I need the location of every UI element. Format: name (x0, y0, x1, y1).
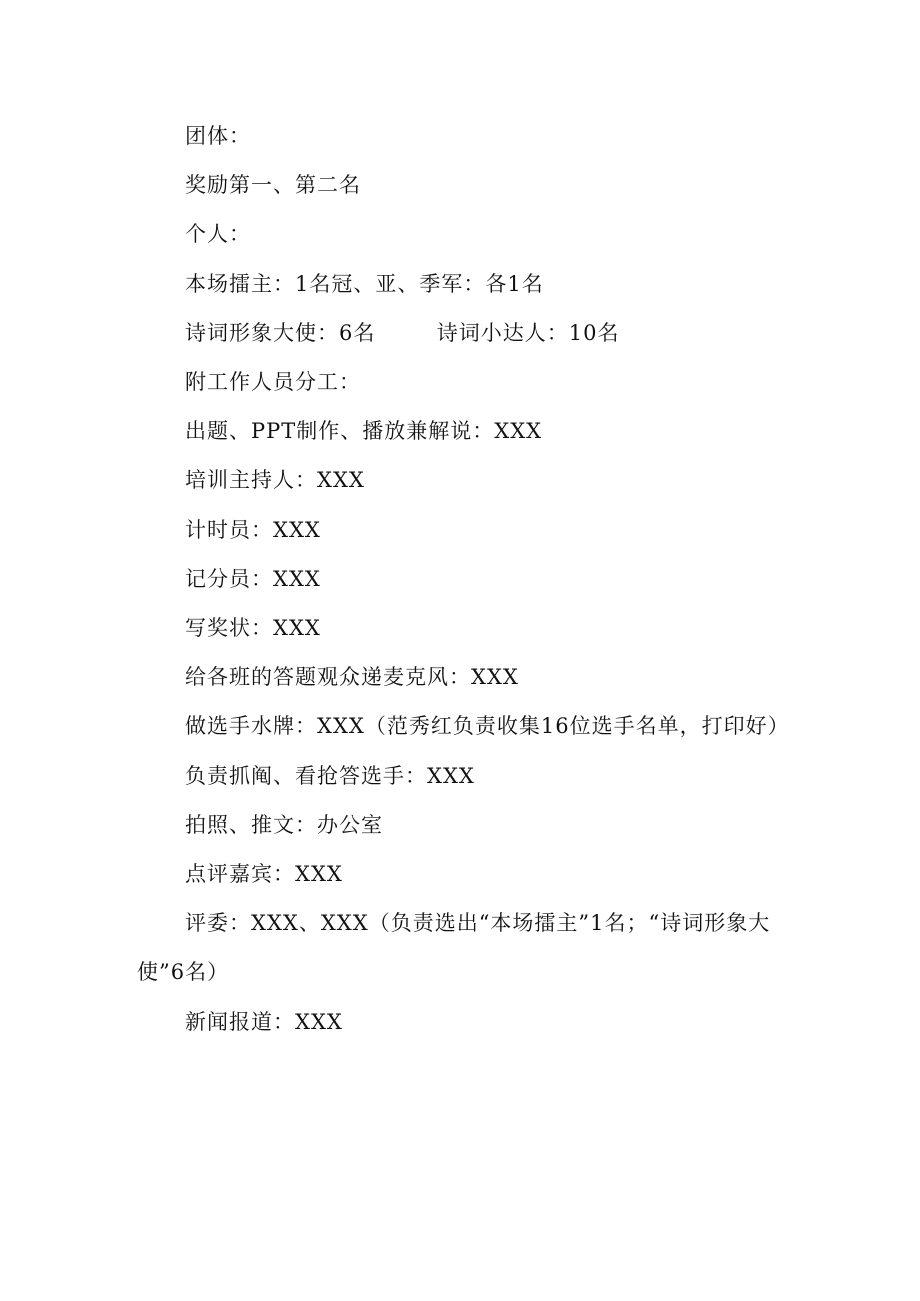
paragraph-staff-news: 新闻报道：XXX (185, 1009, 343, 1034)
paragraph-staff-certificates: 写奖状：XXX (185, 616, 321, 641)
paragraph-staff-timer: 计时员：XXX (185, 517, 321, 542)
paragraph-staff-microphone: 给各班的答题观众递麦克风：XXX (185, 665, 519, 690)
paragraph-staff-nameplates: 做选手水牌：XXX（范秀红负责收集16位选手名单，打印好） (185, 714, 790, 739)
paragraph-individual-heading: 个人： (185, 222, 251, 247)
paragraph-team-award: 奖励第一、第二名 (185, 173, 361, 198)
paragraph-staff-lottery: 负责抓阄、看抢答选手：XXX (185, 763, 475, 788)
paragraph-champion-award: 本场擂主：1名冠、亚、季军：各1名 (185, 271, 544, 296)
paragraph-staff-scorer: 记分员：XXX (185, 566, 321, 591)
document-body (137, 112, 790, 1047)
paragraph-staff-photos: 拍照、推文：办公室 (185, 812, 383, 837)
paragraph-ambassador-award: 诗词形象大使：6名 诗词小达人：10名 (185, 320, 620, 345)
paragraph-staff-host: 培训主持人：XXX (185, 468, 365, 493)
paragraph-team-heading: 团体： (185, 124, 251, 148)
paragraph-staff-heading: 附工作人员分工： (185, 370, 361, 395)
paragraph-staff-questions: 出题、PPT制作、播放兼解说：XXX (185, 419, 543, 444)
paragraph-staff-judges: 评委：XXX、XXX（负责选出“本场擂主”1名；“诗词形象大使”6名） (137, 911, 771, 985)
paragraph-staff-guest: 点评嘉宾：XXX (185, 862, 343, 887)
